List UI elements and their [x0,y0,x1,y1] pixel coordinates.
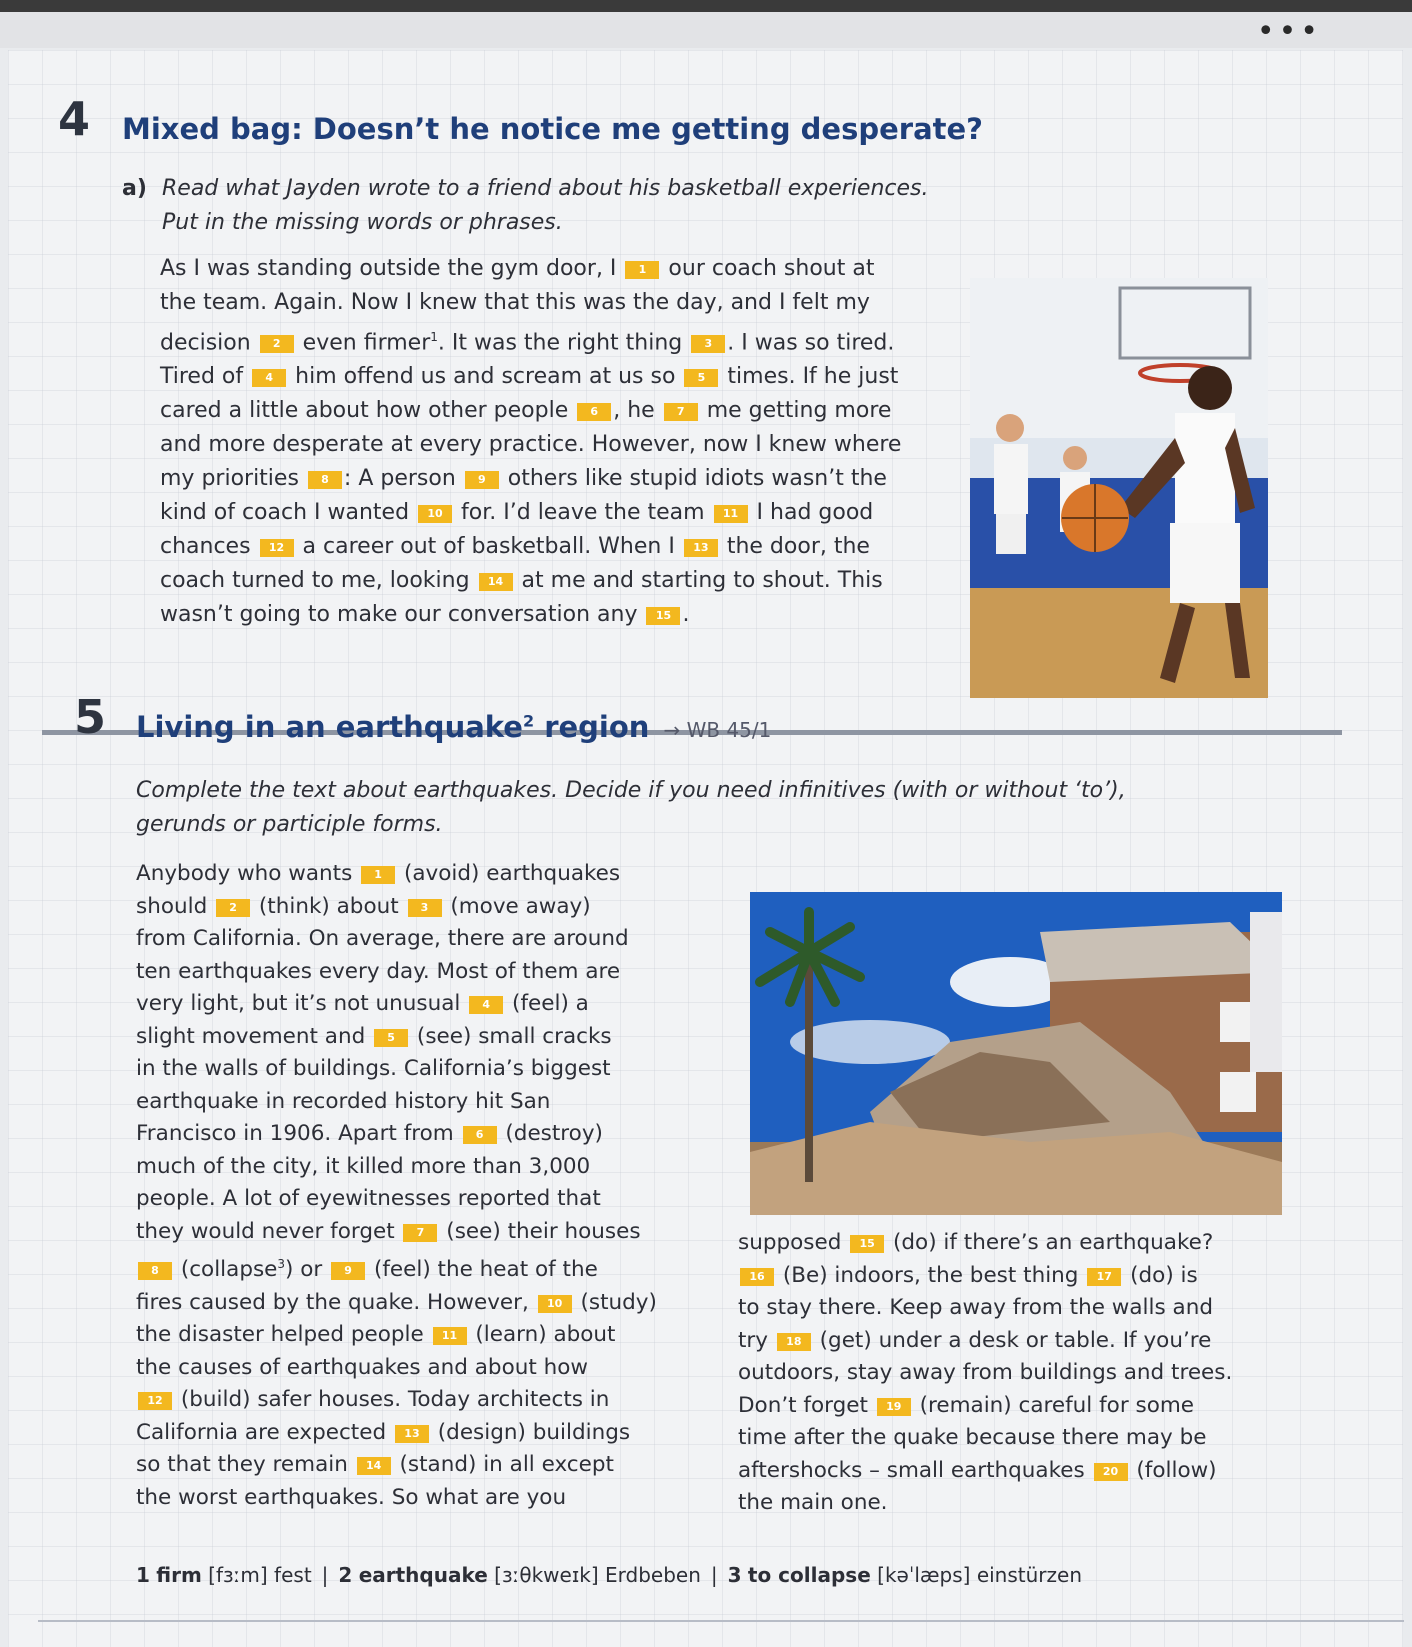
worksheet-page [8,50,1403,1647]
footnote-3-ipa: [kəˈlæps] [877,1563,971,1587]
instruction-line-1: Complete the text about earthquakes. Decide if you need infinitives (with or without ‘to’), [136,778,1126,803]
footnote-3-word: to collapse [747,1563,871,1587]
gap-10[interactable]: 10 [418,505,452,523]
gap-17[interactable]: 17 [1087,1268,1121,1286]
text: ) or [285,1257,330,1283]
text: slight movement and [136,1023,373,1049]
title-main: Living in an earthquake [136,710,523,744]
text: the door, the [719,534,870,560]
footnote-ref: 2 [522,711,535,731]
text: try [738,1327,775,1353]
exercise-5-right-text [738,1227,1232,1520]
text: (stand) in all except [392,1452,614,1478]
gap-18[interactable]: 18 [777,1333,811,1351]
text: earthquake in recorded history hit San [136,1088,551,1114]
footnotes [136,1563,1082,1587]
gap-16[interactable]: 16 [740,1268,774,1286]
text: the worst earthquakes. So what are you [136,1484,567,1510]
basketball-illustration [970,278,1268,698]
text: kind of coach I wanted [160,500,417,526]
text: aftershocks – small earthquakes [738,1457,1092,1483]
text: wasn’t going to make our conversation any [160,602,645,628]
exercise-4-title: Mixed bag: Doesn’t he notice me getting desperate? [122,112,984,146]
text: him offend us and scream at us so [288,364,683,390]
text: and more desperate at every practice. However, now I knew where [160,432,902,458]
footnote-1-number: 1 [136,1563,150,1587]
text: me getting more [699,398,892,424]
text: (feel) the heat of the [367,1257,598,1283]
gap-11[interactable]: 11 [714,505,748,523]
text: (see) small cracks [410,1023,612,1049]
gap-9[interactable]: 9 [331,1262,365,1280]
gap-7[interactable]: 7 [403,1224,437,1242]
gap-5[interactable]: 5 [374,1029,408,1047]
text: (design) buildings [430,1419,631,1445]
text: (collapse [174,1257,278,1283]
text: : A person [343,466,463,492]
text: (learn) about [468,1322,616,1348]
top-dark-bar [0,0,1412,12]
text: decision [160,330,258,356]
text: the disaster helped people [136,1322,431,1348]
footnote-2-word: earthquake [358,1563,488,1587]
gap-19[interactable]: 19 [877,1398,911,1416]
gap-3[interactable]: 3 [691,335,725,353]
exercise-5-left-text [136,858,657,1514]
text: (do) if there’s an earthquake? [886,1230,1214,1255]
gap-13[interactable]: 13 [684,539,718,557]
text: (follow) [1129,1457,1217,1483]
text: fires caused by the quake. However, [136,1289,536,1315]
text: (feel) a [505,991,589,1016]
gap-15[interactable]: 15 [646,607,680,625]
instruction-line-2: gerunds or participle forms. [136,812,443,837]
basketball-photo [970,278,1268,698]
exercise-4-number: 4 [58,92,91,146]
gap-12[interactable]: 12 [138,1392,172,1410]
text: for. I’d leave the team [454,500,712,526]
text: As I was standing outside the gym door, I [160,256,624,281]
text: the team. Again. Now I knew that this was the day, and I felt my [160,290,870,315]
gap-15[interactable]: 15 [850,1235,884,1253]
gap-12[interactable]: 12 [260,539,294,557]
earthquake-illustration [750,892,1282,1215]
text: people. A lot of eyewitnesses reported that [136,1186,601,1211]
footnote-3-translation: einstürzen [976,1563,1082,1587]
footnote-2-ipa: [ɜːθkweɪk] [494,1563,599,1587]
gap-3[interactable]: 3 [408,899,442,917]
text: coach turned to me, looking [160,568,477,594]
text: much of the city, it killed more than 3,000 [136,1153,591,1179]
text: (do) is [1123,1262,1198,1288]
text: . It was the right thing [437,330,690,356]
text: even firmer [295,330,431,356]
text: (Be) indoors, the best thing [776,1262,1086,1288]
footnote-ref: 1 [430,330,438,344]
text: . I was so tired. [727,330,895,356]
footnote-3-number: 3 [727,1563,742,1587]
text: our coach shout at [661,256,875,281]
text: , he [613,398,662,424]
text: (destroy) [498,1121,603,1146]
text: to stay there. Keep away from the walls and [738,1295,1213,1320]
gap-14[interactable]: 14 [479,573,513,591]
exercise-4-instruction [122,172,929,240]
exercise-4-text [160,252,901,632]
footnote-ref: 3 [277,1257,286,1271]
text: others like stupid idiots wasn’t the [500,466,887,492]
text: (study) [573,1289,657,1315]
text: . [682,602,690,628]
bottom-border [38,1620,1404,1622]
text: Francisco in 1906. Apart from [136,1121,461,1146]
gap-11[interactable]: 11 [433,1327,467,1345]
text: outdoors, stay away from buildings and trees. [738,1360,1233,1385]
text: my priorities [160,466,306,492]
text: I had good [749,500,874,526]
text: so that they remain [136,1452,355,1478]
gap-1[interactable]: 1 [361,866,395,884]
gap-9[interactable]: 9 [465,471,499,489]
instruction-line-2: Put in the missing words or phrases. [162,210,563,235]
text: (think) about [252,893,406,919]
text: at me and starting to shout. This [514,568,883,594]
text: in the walls of buildings. California’s biggest [136,1056,611,1081]
more-dots-icon[interactable]: ••• [1256,14,1322,49]
text: they would never forget [136,1218,402,1244]
separator: | [710,1563,718,1587]
text: from California. On average, there are around [136,926,629,951]
earthquake-photo [750,892,1282,1215]
text: (see) their houses [439,1218,641,1244]
separator: | [321,1563,329,1587]
footnote-2-number: 2 [338,1563,353,1587]
text: Tired of [160,364,251,390]
text: Don’t forget [738,1392,875,1418]
gap-1[interactable]: 1 [625,261,659,279]
text: time after the quake because there may be [738,1425,1207,1450]
text: ten earthquakes every day. Most of them are [136,958,621,984]
text: (remain) careful for some [912,1392,1195,1418]
gap-8[interactable]: 8 [138,1262,172,1280]
gap-20[interactable]: 20 [1094,1463,1128,1481]
exercise-5-number: 5 [74,690,107,744]
gap-7[interactable]: 7 [664,403,698,421]
text: (get) under a desk or table. If you’re [812,1327,1212,1353]
gap-2[interactable]: 2 [216,899,250,917]
gap-2[interactable]: 2 [260,335,294,353]
exercise-5-instruction [136,774,1126,842]
workbook-reference[interactable]: → WB 45/1 [663,718,772,742]
top-strip [0,12,1412,48]
gap-14[interactable]: 14 [357,1457,391,1475]
gap-6[interactable]: 6 [463,1126,497,1144]
text: cared a little about how other people [160,398,576,424]
text: times. If he just [720,364,899,390]
gap-4[interactable]: 4 [469,996,503,1014]
gap-6[interactable]: 6 [577,403,611,421]
text: Anybody who wants [136,861,360,886]
text: should [136,893,215,919]
text: (move away) [443,893,591,919]
text: the main one. [738,1490,888,1515]
text: very light, but it’s not unusual [136,991,468,1016]
gap-8[interactable]: 8 [308,471,342,489]
text: chances [160,534,258,560]
gap-10[interactable]: 10 [538,1295,572,1313]
instruction-line-1: Read what Jayden wrote to a friend about his basketball experiences. [162,176,929,201]
footnote-1-translation: fest [274,1563,312,1587]
footnote-1-word: firm [156,1563,202,1587]
footnote-1-ipa: [fɜːm] [208,1563,268,1587]
exercise-5-title [136,710,771,744]
title-end: region [534,710,650,744]
gap-4[interactable]: 4 [252,369,286,387]
gap-13[interactable]: 13 [395,1425,429,1443]
text: (avoid) earthquakes [397,861,621,886]
text: a career out of basketball. When I [295,534,682,560]
text: the causes of earthquakes and about how [136,1354,588,1380]
gap-5[interactable]: 5 [684,369,718,387]
text: supposed [738,1230,849,1255]
task-letter: a) [122,176,147,201]
text: California are expected [136,1419,393,1445]
text: (build) safer houses. Today architects in [174,1387,610,1413]
footnote-2-translation: Erdbeben [605,1563,701,1587]
